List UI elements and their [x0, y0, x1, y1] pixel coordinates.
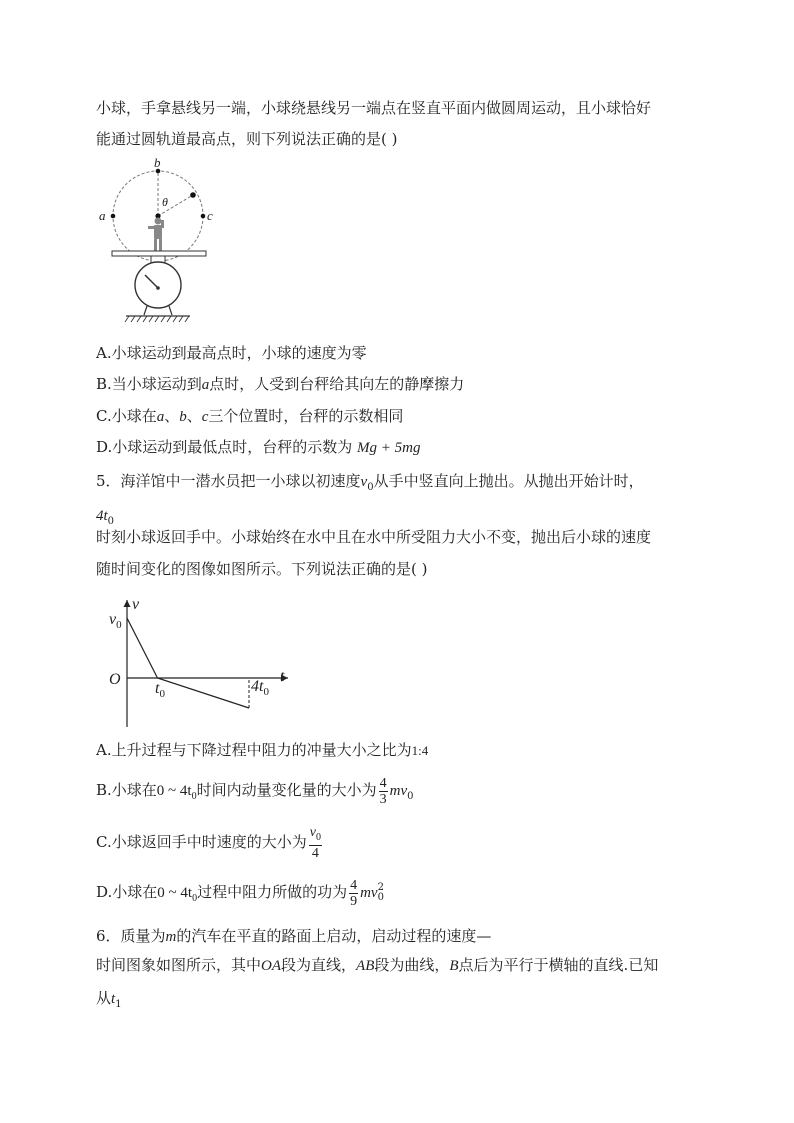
q4-option-b: B.当小球运动到a点时，人受到台秤给其向左的静摩擦力 [96, 375, 465, 393]
q6-line3: 从$t_1$ [96, 989, 122, 1010]
q4-option-c: C.小球在a、b、c三个位置时，台秤的示数相同 [96, 407, 404, 425]
q4-stem-line1: 小球，手拿悬线另一端，小球绕悬线另一端点在竖直平面内做圆周运动，且小球恰好 [96, 99, 652, 117]
label-a: a [99, 208, 106, 223]
ball [190, 192, 196, 198]
q5-stem-line2: $4t_0$ [96, 508, 115, 527]
label-b: b [154, 158, 161, 170]
q5-option-b: B.小球在0 ~ $4t_0$时间内动量变化量的大小为 $\frac{4}{3}$ $mv_0$ [96, 775, 414, 807]
q5-option-c: C.小球返回手中时速度的大小为 $\frac{v_0}{4}$ [96, 825, 321, 861]
tick-label-v0: $v_0$ [109, 611, 122, 631]
q4-stem-line2: 能通过圆轨道最高点，则下列说法正确的是( ) [96, 130, 398, 148]
point-a [111, 214, 116, 219]
q5-stem-line3: 时刻小球返回手中。小球始终在水中且在水中所受阻力大小不变，抛出后小球的速度 [96, 528, 652, 546]
point-c [201, 214, 206, 219]
tick-label-t0: $t_0$ [155, 680, 165, 700]
tick-label-4t0: $4t_0$ [251, 678, 269, 698]
q5-stem-line4: 随时间变化的图像如图所示。下列说法正确的是( ) [96, 560, 428, 578]
q4-option-d: D.小球运动到最低点时，台秤的示数为 Mg + 5mg [96, 438, 421, 456]
origin-label: O [109, 671, 121, 688]
label-c: c [207, 208, 213, 223]
label-theta: θ [162, 195, 168, 209]
q6-line1: 6．质量为m的汽车在平直的路面上启动，启动过程的速度— [96, 927, 492, 945]
q5-option-a: A.上升过程与下降过程中阻力的冲量大小之比为1:4 [96, 741, 429, 759]
axis-label-t: t [280, 668, 285, 685]
q5-option-d: D.小球在0 ~ $4t_0$过程中阻力所做的功为 $\frac{4}{9}$ mv 2 0 [96, 877, 384, 909]
axis-label-v: v [132, 596, 140, 613]
person [148, 218, 164, 252]
scale-dial [135, 262, 181, 308]
q5-velocity-time-graph [96, 592, 306, 732]
series-velocity-line [127, 618, 249, 708]
scale-platform [112, 251, 206, 256]
q4-figure-scale-diagram [96, 158, 226, 328]
q5-stem-line1: 5．海洋馆中一潜水员把一小球以初速度$v_0$从手中竖直向上抛出。从抛出开始计时， [96, 472, 644, 493]
q4-option-a: A.小球运动到最高点时，小球的速度为零 [96, 344, 367, 362]
q6-line2: 时间图象如图所示，其中OA段为直线，AB段为曲线，B点后为平行于横轴的直线.已知 [96, 956, 659, 974]
